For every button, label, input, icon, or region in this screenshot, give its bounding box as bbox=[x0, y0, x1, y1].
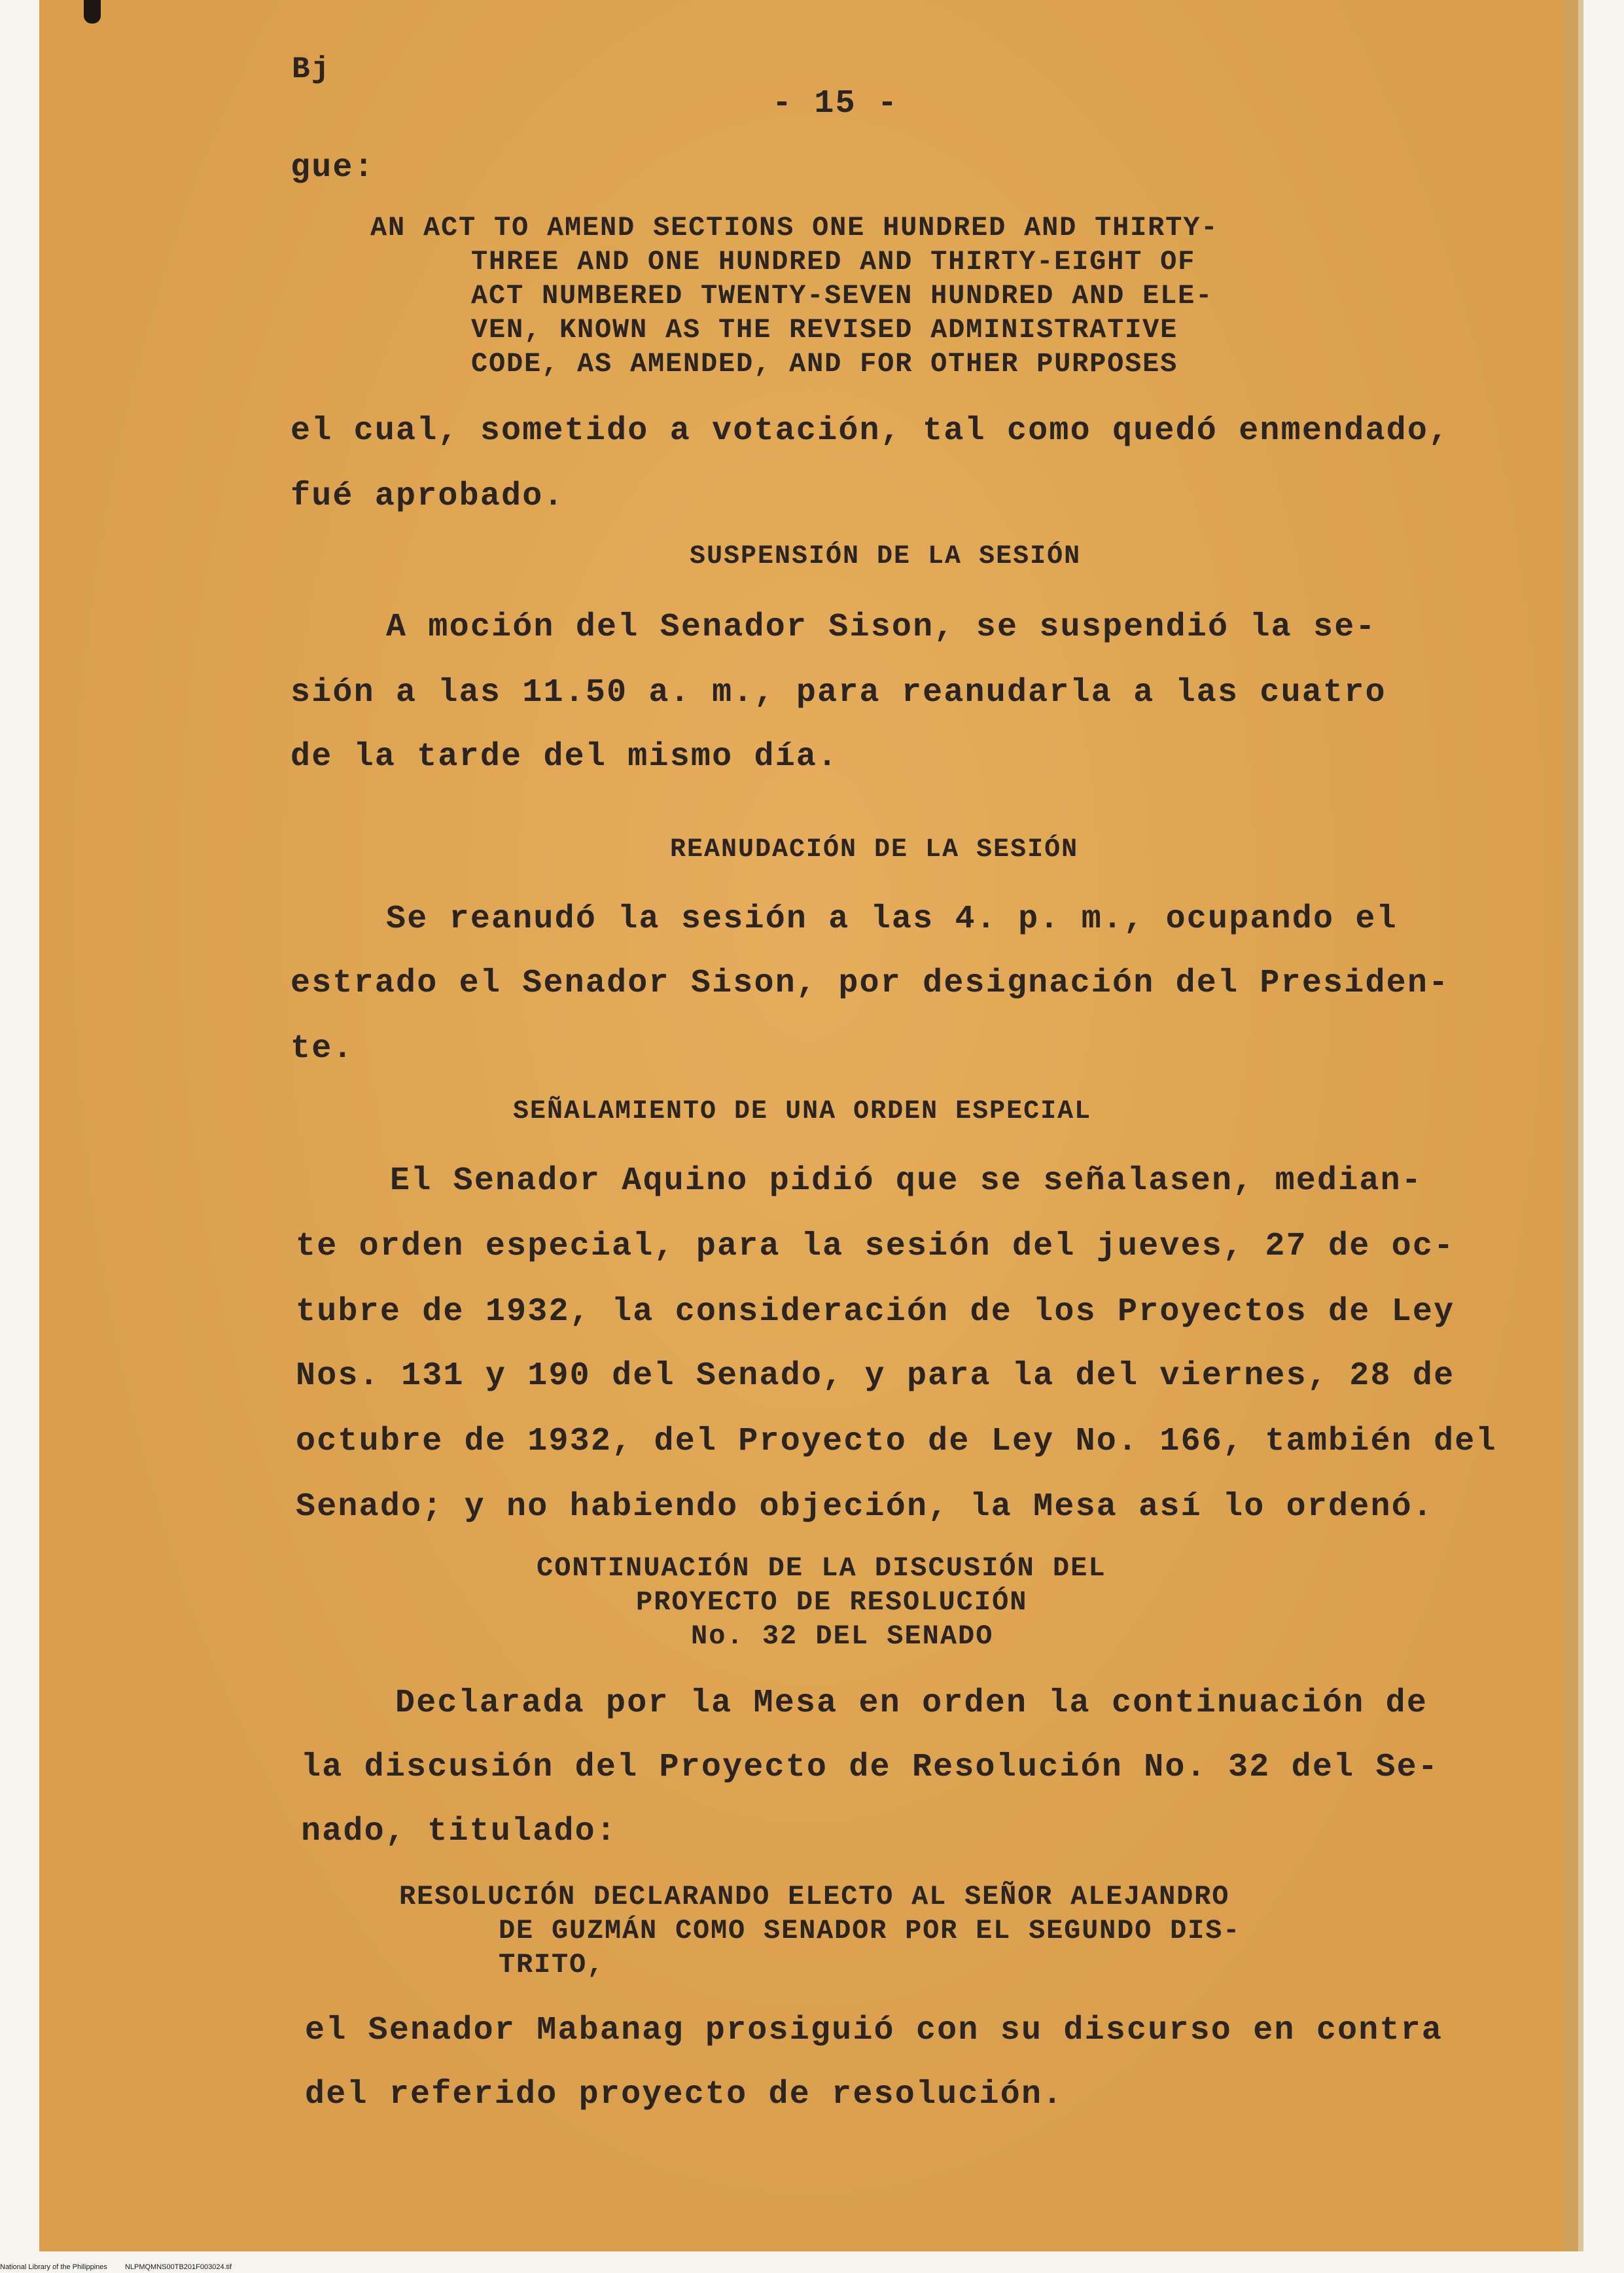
act-title-line: AN ACT TO AMEND SECTIONS ONE HUNDRED AND THIRTY- bbox=[370, 212, 1219, 243]
section-heading-continuacion: No. 32 DEL SENADO bbox=[691, 1620, 994, 1652]
reanudacion-line: te. bbox=[291, 1030, 354, 1067]
orden-especial-line: te orden especial, para la sesión del jueves, 27 de oc- bbox=[296, 1228, 1455, 1265]
suspension-line: A moción del Senador Sison, se suspendió la se- bbox=[386, 609, 1377, 646]
act-title-line: ACT NUMBERED TWENTY-SEVEN HUNDRED AND ELE- bbox=[471, 280, 1214, 312]
reanudacion-line: Se reanudó la sesión a las 4. p. m., ocupando el bbox=[386, 901, 1398, 938]
suspension-line: sión a las 11.50 a. m., para reanudarla a las cuatro bbox=[291, 674, 1386, 711]
section-heading-orden-especial: SEÑALAMIENTO DE UNA ORDEN ESPECIAL bbox=[513, 1097, 1092, 1126]
section-heading-suspension: SUSPENSIÓN DE LA SESIÓN bbox=[690, 542, 1082, 571]
reanudacion-line: estrado el Senador Sison, por designación del Presiden- bbox=[291, 965, 1450, 1002]
lead-fragment: gue: bbox=[291, 149, 375, 187]
orden-especial-line: octubre de 1932, del Proyecto de Ley No. 166, también del bbox=[296, 1423, 1497, 1460]
ink-blot-mark bbox=[84, 0, 101, 24]
orden-especial-line: Senado; y no habiendo objeción, la Mesa así lo ordenó. bbox=[296, 1488, 1434, 1526]
scan-footer bbox=[0, 2263, 247, 2271]
section-heading-continuacion: PROYECTO DE RESOLUCIÓN bbox=[636, 1586, 1028, 1618]
footer-library: National Library of the Philippines bbox=[0, 2263, 107, 2271]
page-number: - 15 - bbox=[772, 85, 899, 122]
act-title-line: VEN, KNOWN AS THE REVISED ADMINISTRATIVE bbox=[471, 314, 1178, 346]
closing-line: el Senador Mabanag prosiguió con su discurso en contra bbox=[305, 2012, 1443, 2049]
closing-line: del referido proyecto de resolución. bbox=[305, 2076, 1064, 2113]
continuacion-line: nado, titulado: bbox=[301, 1813, 618, 1850]
resolution-title-line: TRITO, bbox=[499, 1949, 605, 1980]
approval-line: el cual, sometido a votación, tal como quedó enmendado, bbox=[291, 412, 1450, 450]
footer-file-id: NLPMQMNS00TB201F003024.tif bbox=[124, 2263, 232, 2271]
orden-especial-line: Nos. 131 y 190 del Senado, y para la del viernes, 28 de bbox=[296, 1357, 1455, 1395]
orden-especial-line: El Senador Aquino pidió que se señalasen, median- bbox=[390, 1162, 1423, 1200]
resolution-title-line: RESOLUCIÓN DECLARANDO ELECTO AL SEÑOR ALEJANDRO bbox=[399, 1881, 1230, 1912]
typist-initials: Bj bbox=[292, 52, 331, 86]
resolution-title-line: DE GUZMÁN COMO SENADOR POR EL SEGUNDO DIS- bbox=[499, 1915, 1241, 1946]
continuacion-line: Declarada por la Mesa en orden la continuación de bbox=[395, 1685, 1428, 1722]
orden-especial-line: tubre de 1932, la consideración de los Proyectos de Ley bbox=[296, 1293, 1455, 1331]
paper-edge bbox=[1564, 0, 1583, 2251]
suspension-line: de la tarde del mismo día. bbox=[291, 738, 839, 776]
continuacion-line: la discusión del Proyecto de Resolución No. 32 del Se- bbox=[301, 1749, 1439, 1786]
act-title-line: CODE, AS AMENDED, AND FOR OTHER PURPOSES bbox=[471, 348, 1178, 380]
section-heading-reanudacion: REANUDACIÓN DE LA SESIÓN bbox=[670, 835, 1079, 865]
section-heading-continuacion: CONTINUACIÓN DE LA DISCUSIÓN DEL bbox=[537, 1552, 1106, 1584]
approval-line: fué aprobado. bbox=[291, 478, 565, 515]
act-title-line: THREE AND ONE HUNDRED AND THIRTY-EIGHT OF bbox=[471, 246, 1196, 277]
